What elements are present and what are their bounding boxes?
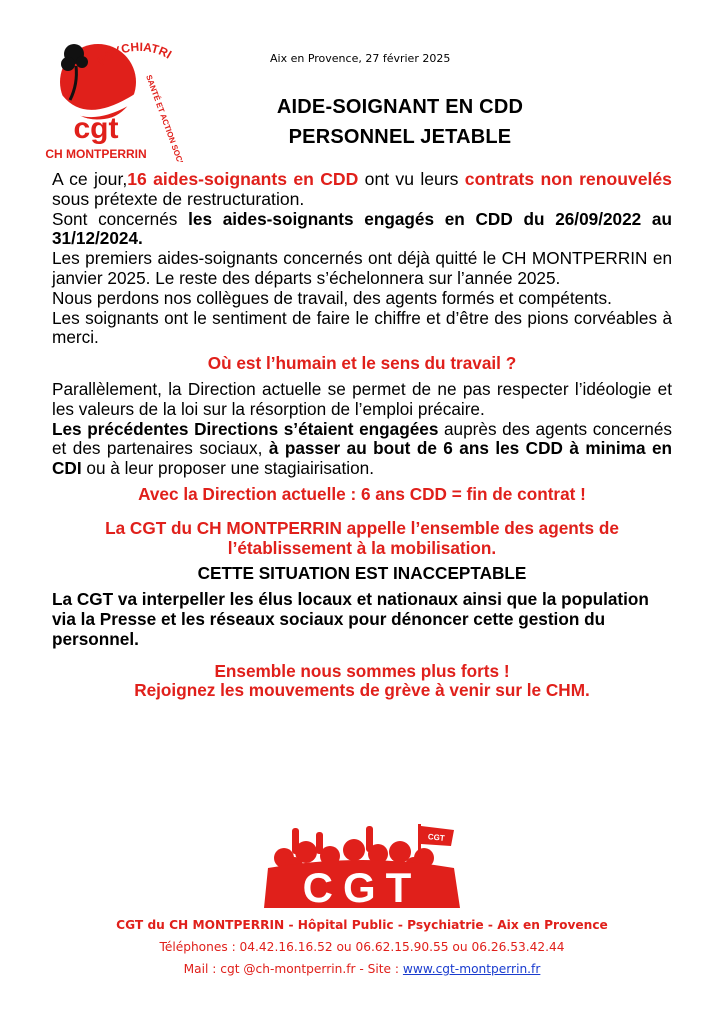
paragraph-colleagues: Nous perdons nos collègues de travail, des agents formés et compétents.	[52, 287, 612, 308]
paragraph-previous-directions	[52, 420, 672, 479]
question-humanity: Où est l’humain et le sens du travail ?	[207, 353, 517, 374]
footer-mail: Mail : cgt @ch-montperrin.fr - Site :	[183, 962, 403, 976]
paragraph-direction: Parallèlement, la Direction actuelle se permet de ne pas respecter l’idéologie et les valeurs de la loi sur la résorption de l’emploi précaire.	[52, 378, 672, 419]
cgt-crowd-logo	[254, 822, 474, 914]
document-body	[52, 170, 672, 701]
p7-text-d: ou à leur proposer une stagiairisation.	[81, 458, 374, 479]
paragraph-departures: Les premiers aides-soignants concernés ont déjà quitté le CH MONTPERRIN en janvier 2025. Le reste des départs s’échelonnera sur l’année 2025.	[52, 248, 672, 288]
footer-site-link[interactable]: www.cgt-montperrin.fr	[402, 962, 541, 976]
logo-org-text: CH MONTPERRIN	[45, 147, 147, 161]
crowd-logo-graphic	[254, 822, 474, 914]
flag-text: CGT	[427, 832, 446, 843]
statement-end-of-contract: Avec la Direction actuelle : 6 ans CDD = fin de contrat !	[138, 483, 586, 504]
paragraph-feeling: Les soignants ont le sentiment de faire le chiffre et d’être des pions corvéables à merci.	[52, 307, 672, 348]
logo-brand-text: cgt	[73, 112, 119, 145]
title-line-1: AIDE-SOIGNANT EN CDD	[276, 96, 524, 118]
p1-text-c: ont vu leurs	[358, 169, 465, 189]
paragraph-press: La CGT va interpeller les élus locaux et nationaux ainsi que la population via la Presse et les réseaux sociaux pour dénoncer cette gestion du personnel.	[52, 589, 649, 649]
p7-text-b: auprès des agents concernés et des partenaires sociaux,	[52, 418, 672, 459]
crowd-logo-text: CGT	[302, 864, 422, 911]
p1-highlight-count: 16 aides-soignants en CDD	[127, 169, 359, 189]
p1-highlight-contracts: contrats non renouvelés	[464, 169, 672, 189]
footer-organization: CGT du CH MONTPERRIN - Hôpital Public - Psychiatrie - Aix en Provence	[116, 918, 608, 932]
footer-contact	[0, 962, 724, 976]
footer-phones: Téléphones : 04.42.16.16.52 ou 06.62.15.90.55 ou 06.26.53.42.44	[159, 940, 565, 954]
paragraph-non-renewed	[52, 170, 672, 210]
p7-bold-a: Les précédentes Directions s’étaient engagées	[52, 418, 439, 439]
title-line-2: PERSONNEL JETABLE	[288, 126, 512, 148]
situation-heading: CETTE SITUATION EST INACCEPTABLE	[197, 563, 527, 584]
logo-arc-text: PSYCHIATRI	[94, 39, 175, 69]
document-date: Aix en Provence, 27 février 2025	[270, 52, 451, 65]
p7-bold-c: à passer au bout de 6 ans les CDD à minima en CDI	[52, 438, 672, 479]
paragraph-concerned	[52, 210, 672, 250]
p1-text-a: A ce jour,	[52, 169, 128, 189]
call-to-mobilization: La CGT du CH MONTPERRIN appelle l’ensemble des agents de l’établissement à la mobilisation.	[105, 517, 619, 558]
p2-text-a: Sont concernés	[52, 208, 189, 229]
closing-together: Ensemble nous sommes plus forts !	[214, 660, 510, 681]
p2-bold-period: les aides-soignants engagés en CDD du 26/09/2022 au 31/12/2024.	[52, 208, 672, 249]
logo-side-text: SANTÉ ET ACTION SOCIALE	[144, 73, 191, 162]
p1-text-e: sous prétexte de restructuration.	[52, 188, 305, 209]
closing-join-strike: Rejoignez les mouvements de grève à venir sur le CHM.	[134, 680, 590, 701]
